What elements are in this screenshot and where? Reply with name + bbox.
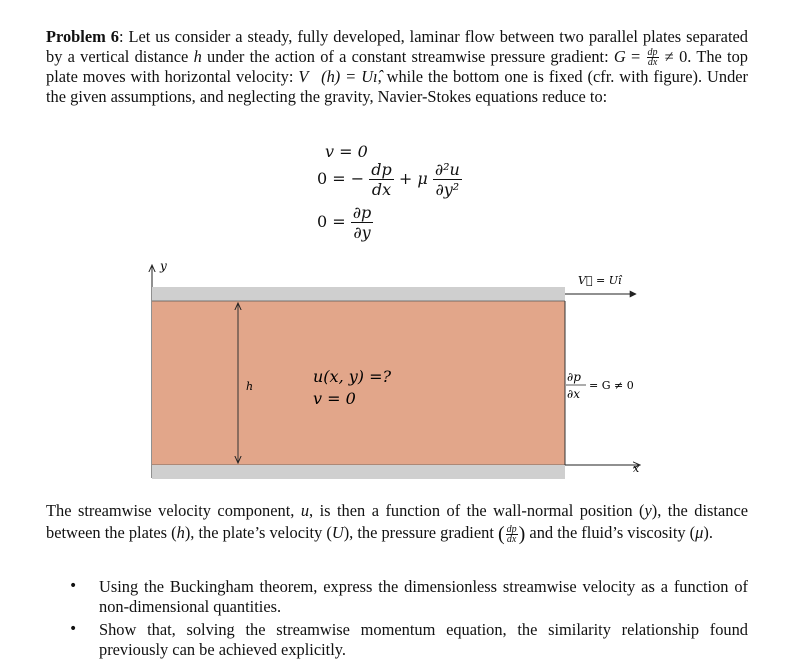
- mu-variable: μ: [695, 523, 704, 542]
- y-variable: y: [644, 501, 652, 520]
- desc-text-4: ), the plate’s velocity (: [184, 523, 332, 542]
- desc-text-5: ), the pressure gradient: [343, 523, 498, 542]
- fraction-denominator: dx: [647, 57, 658, 69]
- intro-text-2: under the action of a constant streamwise pressure gradient:: [201, 46, 614, 66]
- neq-zero-text: ≠ 0. The top plate moves with horizontal velocity:: [46, 46, 749, 87]
- intro-text-1: : Let us consider a steady, fully developed, laminar flow between two parallel plates separated by a vertical distance: [46, 27, 748, 66]
- fraction-numerator: ∂p: [352, 203, 372, 222]
- desc-text-1: The streamwise velocity component,: [46, 501, 301, 520]
- desc-text-6: and the fluid’s viscosity (: [525, 523, 696, 542]
- task-item: [64, 620, 748, 659]
- h-variable: h: [193, 46, 202, 66]
- x-axis-label: x: [633, 462, 640, 475]
- fraction-denominator: dx: [371, 180, 392, 199]
- task-text: Show that, solving the streamwise momentum equation, the similarity relationship found previously can be achieved explicitly.: [99, 620, 748, 659]
- desc-text-2: , is then a function of the wall-normal position (: [309, 501, 645, 520]
- h-variable-2: h: [176, 523, 185, 542]
- fraction-numerator: dp: [647, 47, 658, 59]
- grad-rhs: = G ≠ 0: [589, 379, 634, 392]
- equation-text: v = 0: [325, 142, 368, 161]
- h-label: h: [246, 380, 254, 393]
- fraction-denominator: ∂y: [353, 223, 371, 242]
- fraction-denominator: dx: [506, 533, 517, 545]
- v-zero-label: v = 0: [313, 389, 356, 408]
- fraction-denominator: ∂y²: [435, 180, 460, 199]
- intro-text-3: , while the bottom one is fixed (cfr. with figure). Under the given assumptions, and neglecting the gravity, Navier-Stokes equations reduce to:: [46, 67, 748, 106]
- u-plate-variable: U: [331, 523, 344, 542]
- u-variable: u: [300, 501, 310, 520]
- task-text: Using the Buckingham theorem, express the dimensionless streamwise velocity as a function of non-dimensional quantities.: [99, 577, 748, 616]
- bottom-plate: [152, 465, 565, 479]
- desc-text-7: ).: [703, 523, 713, 542]
- bullet-icon: •: [69, 621, 78, 638]
- description-paragraph: [46, 500, 748, 545]
- y-axis-label: y: [160, 259, 167, 273]
- equation-lhs: 0 =: [317, 212, 346, 231]
- paren-open: (: [497, 523, 505, 546]
- bullet-icon: •: [69, 578, 78, 594]
- problem-label: Problem 6: [46, 27, 119, 46]
- plus-mu: + μ: [398, 169, 428, 188]
- velocity-expression: V⃗(h) = Uı̂: [298, 67, 378, 87]
- velocity-label: V⃗ = Uı̂: [578, 274, 622, 287]
- top-plate: [152, 287, 565, 301]
- task-list: [64, 577, 748, 663]
- unknown-velocity-label: u(x, y) =?: [313, 367, 392, 386]
- dp-dx-fraction-2: [506, 525, 518, 544]
- fraction-numerator: ∂²u: [434, 160, 460, 179]
- fraction-numerator: dp: [506, 523, 517, 535]
- grad-numerator: ∂p: [567, 370, 581, 384]
- desc-text-3: ), the distance between the plates (: [46, 501, 748, 542]
- grad-denominator: ∂x: [567, 387, 580, 401]
- equals-sign: =: [625, 46, 641, 66]
- task-item: [64, 577, 748, 616]
- equation-lhs: 0 = −: [317, 169, 365, 188]
- fraction-numerator: dp: [371, 160, 392, 179]
- paren-close: ): [518, 523, 526, 546]
- g-variable: G: [613, 46, 626, 66]
